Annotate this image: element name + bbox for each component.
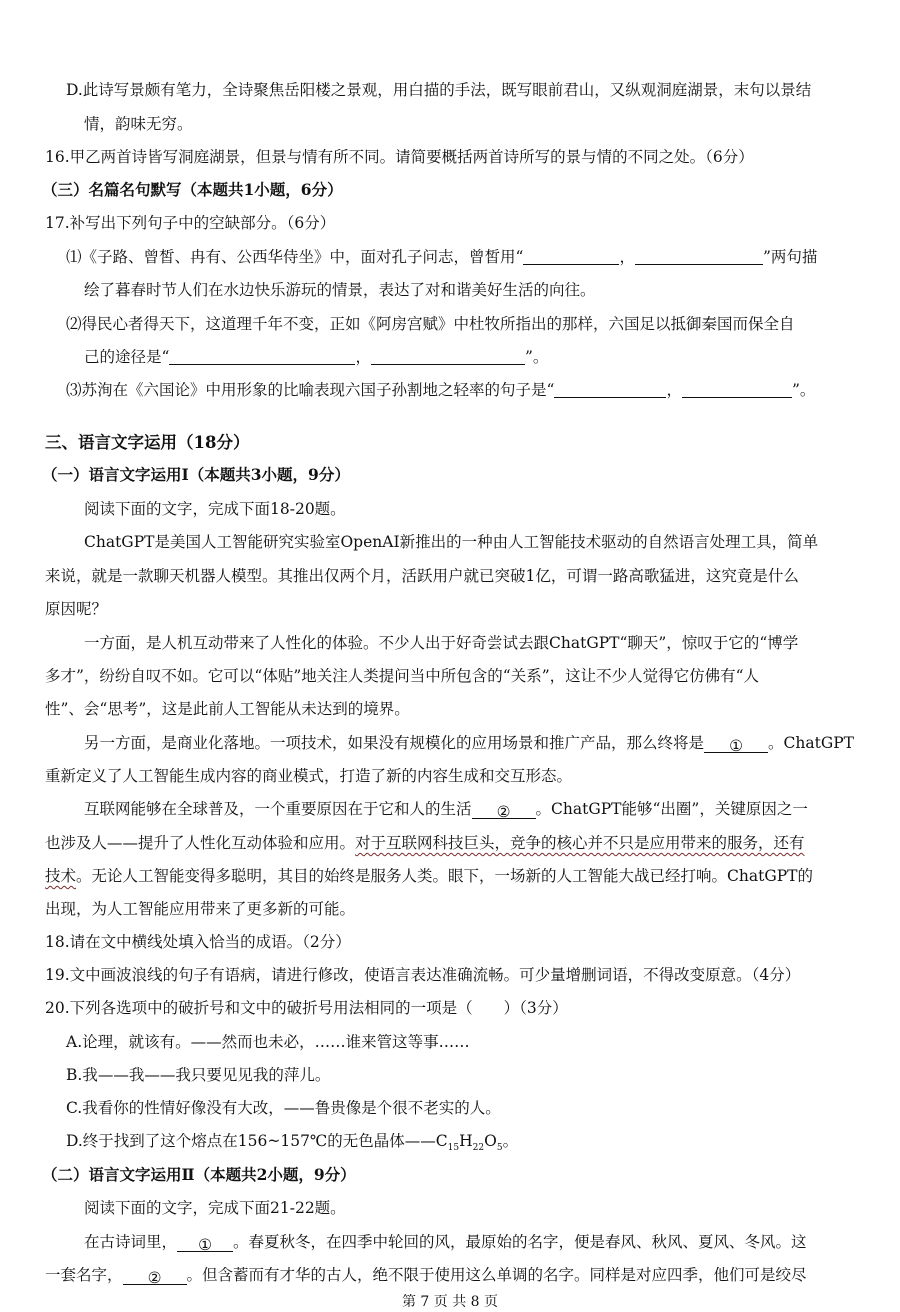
q17-item-1-text: ⑴《子路、曾皙、冉有、公西华侍坐》中，面对孔子问志，曾皙用“ — [66, 248, 524, 266]
passage-text: 互联网能够在全球普及，一个重要原因在于它和人的生活 — [84, 800, 472, 818]
passage-text: 在古诗词里， — [84, 1233, 178, 1251]
page-number-footer: 第 7 页 共 8 页 — [401, 1294, 499, 1310]
subscript: 5 — [496, 1143, 503, 1154]
answer-blank[interactable] — [523, 248, 619, 265]
blank-2[interactable]: ② — [472, 802, 536, 819]
subscript: 22 — [472, 1143, 485, 1154]
blank-1[interactable]: ① — [704, 736, 768, 753]
q17-item-2-comma: ， — [355, 348, 371, 366]
option-text-end: 。 — [502, 1132, 519, 1150]
passage-p3-line2: 重新定义了人工智能生成内容的商业模式，打造了新的内容生成和交互形态。 — [45, 767, 573, 785]
q17-item-2-end: ”。 — [524, 348, 549, 366]
reading-instruction-1: 阅读下面的文字，完成下面18-20题。 — [84, 500, 346, 518]
blank-2[interactable]: ② — [123, 1268, 187, 1285]
q17-item-1-end: ”两句描 — [762, 248, 818, 266]
question-20: 20.下列各选项中的破折号和文中的破折号用法相同的一项是（ ）（3分） — [45, 999, 568, 1017]
option-text: D.终于找到了这个熔点在156~157℃的无色晶体——C — [66, 1132, 448, 1150]
question-16: 16.甲乙两首诗皆写洞庭湖景，但景与情有所不同。请简要概括两首诗所写的景与情的不同之处。（6分） — [45, 148, 754, 166]
passage-p4-line2 — [45, 833, 805, 853]
answer-blank[interactable] — [554, 381, 666, 398]
passage-p1-line3: 原因呢？ — [45, 600, 108, 618]
passage-2-line2 — [45, 1265, 807, 1285]
answer-blank[interactable] — [635, 248, 763, 265]
q20-option-a: A.论理，就该有。——然而也未必，……谁来管这等事…… — [66, 1033, 470, 1051]
passage-text: 。ChatGPT能够“出圈”，关键原因之一 — [535, 800, 808, 818]
q17-item-3-text: ⑶苏洵在《六国论》中用形象的比喻表现六国子孙割地之轻率的句子是“ — [66, 381, 555, 399]
wavy-underlined-sentence-end: 技术 — [45, 867, 77, 885]
passage-p2-line1: 一方面，是人机互动带来了人性化的体验。不少人出于好奇尝试去跟ChatGPT“聊天”，惊叹于它的“博学 — [84, 634, 799, 652]
q17-item-2-cont — [84, 347, 548, 367]
q20-option-b: B.我——我——我只要见见我的萍儿。 — [66, 1066, 331, 1084]
answer-blank[interactable] — [169, 348, 355, 365]
q20-option-d — [66, 1131, 518, 1158]
question-17: 17.补写出下列句子中的空缺部分。（6分） — [45, 214, 336, 232]
passage-p2-line3: 性”、会“思考”，这是此前人工智能从未达到的境界。 — [45, 700, 410, 718]
passage-text: 也涉及人——提升了人性化互动体验和应用。 — [45, 834, 356, 852]
passage-p4-line4: 出现，为人工智能应用带来了更多新的可能。 — [45, 900, 356, 918]
section-heading-language-1: （一）语言文字运用Ⅰ（本题共3小题，9分） — [42, 465, 350, 484]
q20-option-c: C.我看你的性情好像没有大改，——鲁贵像是个很不老实的人。 — [66, 1099, 501, 1117]
passage-text: 。春夏秋冬，在四季中轮回的风，最原始的名字，便是春风、秋风、夏风、冬风。这 — [233, 1233, 807, 1251]
reading-instruction-2: 阅读下面的文字，完成下面21-22题。 — [84, 1199, 346, 1217]
passage-text: 一套名字， — [45, 1266, 123, 1284]
passage-p4-line1 — [84, 799, 808, 819]
passage-p1-line1: ChatGPT是美国人工智能研究实验室OpenAI新推出的一种由人工智能技术驱动的自然语言处理工具，简单 — [84, 533, 819, 551]
answer-blank[interactable] — [682, 381, 792, 398]
passage-text: 。ChatGPT — [768, 734, 854, 752]
section-heading-language-2: （二）语言文字运用Ⅱ（本题共2小题，9分） — [42, 1165, 356, 1184]
q17-item-2: ⑵得民心者得天下，这道理千年不变，正如《阿房宫赋》中杜牧所指出的那样，六国足以抵御秦国而保全自 — [66, 315, 795, 333]
q15-option-d-cont: 情，韵味无穷。 — [84, 115, 193, 133]
passage-text: 。无论人工智能变得多聪明，其目的始终是服务人类。眼下，一场新的人工智能大战已经打响。ChatGPT的 — [76, 867, 813, 885]
formula-element: O — [484, 1132, 497, 1150]
wavy-underlined-sentence: 对于互联网科技巨头，竞争的核心并不只是应用带来的服务，还有 — [355, 834, 805, 852]
blank-1[interactable]: ① — [177, 1235, 233, 1252]
q17-item-2-text: 己的途径是“ — [84, 348, 170, 366]
question-19: 19.文中画波浪线的句子有语病，请进行修改，使语言表达准确流畅。可少量增删词语，不得改变原意。（4分） — [45, 966, 801, 984]
q17-item-1-comma: ， — [619, 248, 635, 266]
passage-2-line1 — [84, 1232, 807, 1252]
q15-option-d: D.此诗写景颇有笔力，全诗聚焦岳阳楼之景观，用白描的手法，既写眼前君山，又纵观洞庭湖景，末句以景结 — [66, 81, 812, 99]
passage-text: 另一方面，是商业化落地。一项技术，如果没有规模化的应用场景和推广产品，那么终将是 — [84, 734, 705, 752]
passage-text: 。但含蓄而有才华的古人，绝不限于使用这么单调的名字。同样是对应四季，他们可是绞尽 — [186, 1266, 807, 1284]
subscript: 15 — [447, 1143, 460, 1154]
q17-item-3-comma: ， — [666, 381, 682, 399]
passage-p1-line2: 来说，就是一款聊天机器人模型。其推出仅两个月，活跃用户就已突破1亿，可谓一路高歌猛进，这究竟是什么 — [45, 567, 799, 585]
passage-p4-line3 — [45, 866, 813, 886]
q17-item-1 — [66, 247, 817, 267]
passage-p2-line2: 多才”，纷纷自叹不如。它可以“体贴”地关注人类提问当中所包含的“关系”，这让不少人觉得它仿佛有“人 — [45, 667, 760, 685]
answer-blank[interactable] — [371, 348, 525, 365]
q17-item-3-end: ”。 — [791, 381, 816, 399]
formula-element: H — [459, 1132, 473, 1150]
q17-item-3 — [66, 380, 815, 400]
part-3-title: 三、语言文字运用（18分） — [45, 433, 250, 452]
q17-item-1-cont: 绘了暮春时节人们在水边快乐游玩的情景，表达了对和谐美好生活的向往。 — [84, 281, 596, 299]
question-18: 18.请在文中横线处填入恰当的成语。（2分） — [45, 933, 351, 951]
passage-p3-line1 — [84, 733, 854, 753]
section-heading-dictation: （三）名篇名句默写（本题共1小题，6分） — [42, 180, 343, 199]
